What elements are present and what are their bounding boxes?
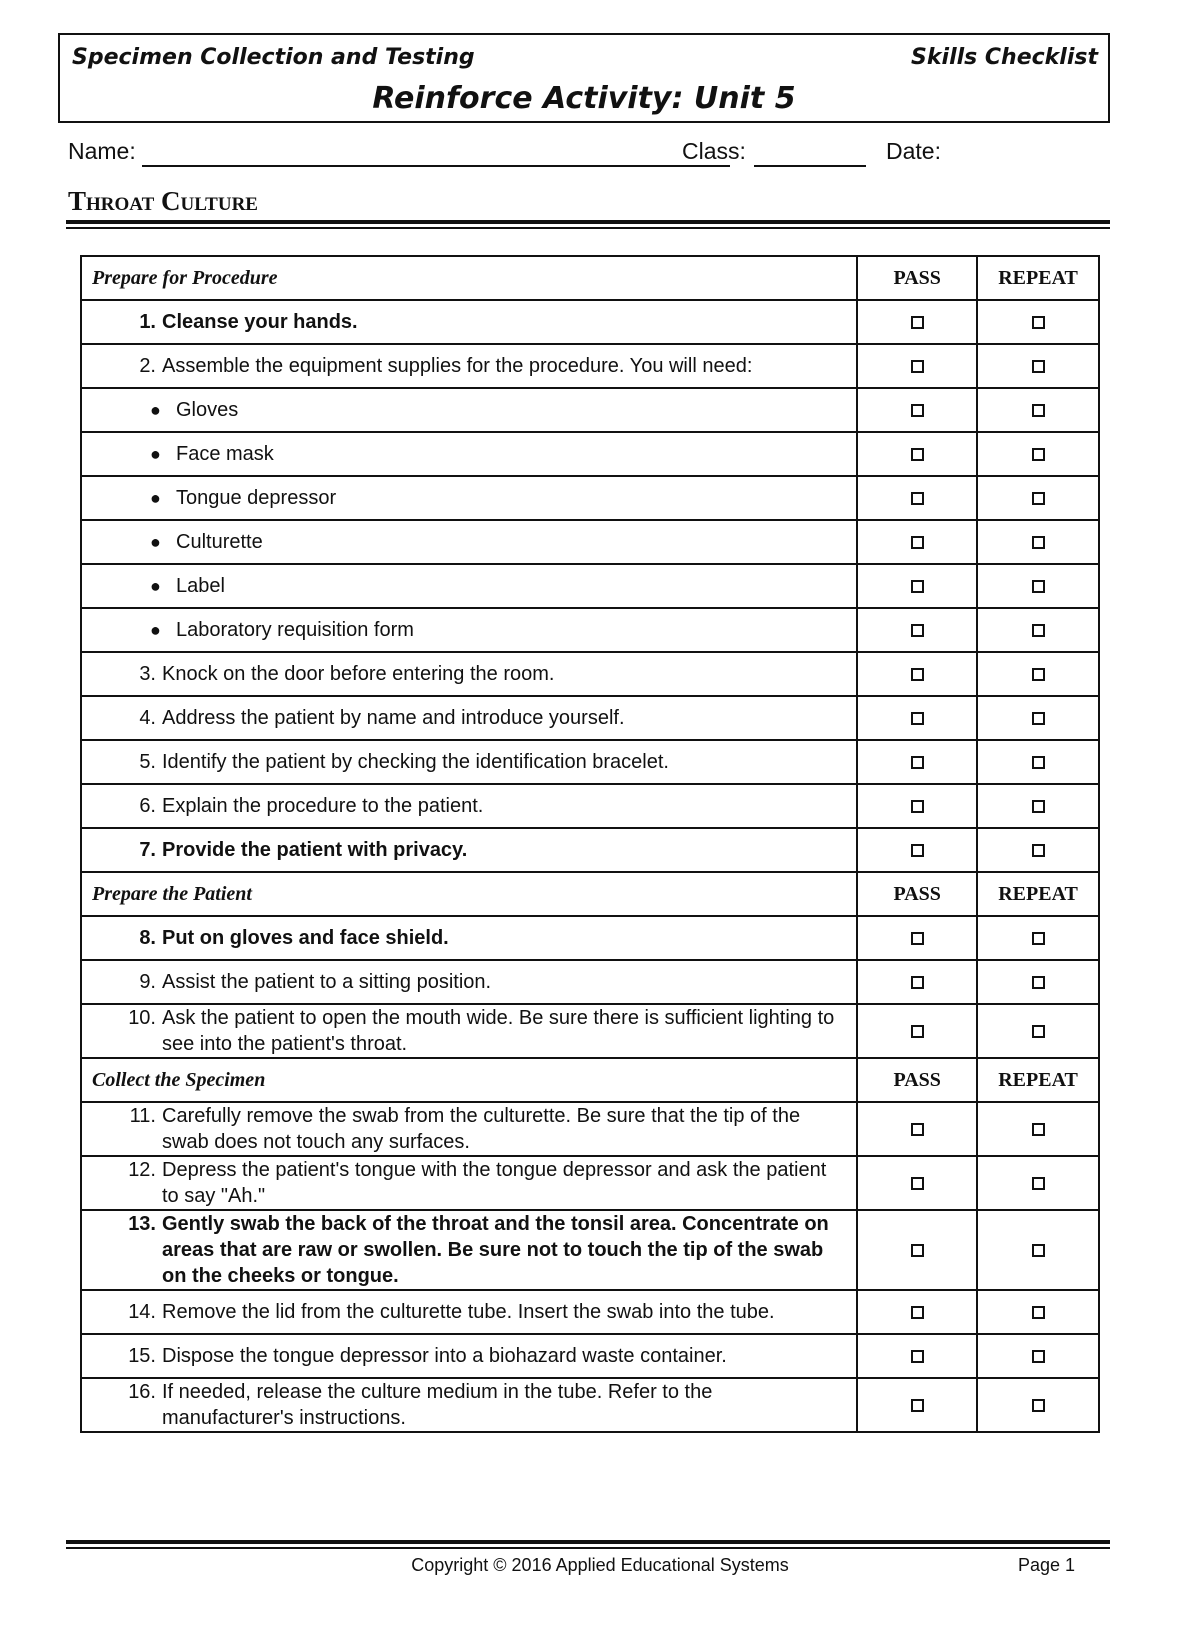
name-label: Name: bbox=[68, 138, 136, 164]
pass-cell bbox=[857, 1004, 977, 1058]
step-item bbox=[81, 784, 857, 828]
pass-column-header: PASS bbox=[857, 872, 977, 916]
repeat-cell bbox=[977, 520, 1099, 564]
pass-cell bbox=[857, 696, 977, 740]
pass-cell bbox=[857, 1156, 977, 1210]
bullet-text: Gloves bbox=[176, 398, 239, 421]
header-right-title: Skills Checklist bbox=[911, 45, 1098, 70]
repeat-column-header: REPEAT bbox=[977, 1058, 1099, 1102]
repeat-checkbox[interactable] bbox=[1032, 404, 1045, 417]
step-item bbox=[81, 1334, 857, 1378]
step-content bbox=[128, 353, 846, 379]
repeat-checkbox[interactable] bbox=[1032, 800, 1045, 813]
repeat-cell bbox=[977, 1004, 1099, 1058]
pass-cell bbox=[857, 608, 977, 652]
repeat-checkbox[interactable] bbox=[1032, 1025, 1045, 1038]
checklist-row bbox=[81, 300, 1099, 344]
step-number: 10. bbox=[128, 1007, 156, 1029]
step-number: 15. bbox=[128, 1345, 156, 1367]
step-text: Provide the patient with privacy. bbox=[162, 839, 468, 861]
pass-cell bbox=[857, 564, 977, 608]
repeat-column-header: REPEAT bbox=[977, 256, 1099, 300]
pass-checkbox[interactable] bbox=[911, 492, 924, 505]
step-item bbox=[81, 1102, 857, 1156]
checklist-row bbox=[81, 1102, 1099, 1156]
repeat-checkbox[interactable] bbox=[1032, 360, 1045, 373]
bullet-text: Tongue depressor bbox=[176, 486, 337, 509]
repeat-checkbox[interactable] bbox=[1032, 580, 1045, 593]
checklist-row bbox=[81, 696, 1099, 740]
step-text: Depress the patient's tongue with the tongue depressor and ask the patient to say "Ah." bbox=[162, 1159, 827, 1207]
bullet-text: Face mask bbox=[176, 442, 274, 465]
checklist-row bbox=[81, 476, 1099, 520]
checklist-row bbox=[81, 784, 1099, 828]
repeat-checkbox[interactable] bbox=[1032, 492, 1045, 505]
pass-checkbox[interactable] bbox=[911, 668, 924, 681]
step-content bbox=[128, 1157, 846, 1209]
repeat-cell bbox=[977, 476, 1099, 520]
bullet-icon: ● bbox=[150, 487, 161, 508]
checklist-row bbox=[81, 1004, 1099, 1058]
step-text: Put on gloves and face shield. bbox=[162, 927, 449, 949]
step-content bbox=[128, 837, 846, 863]
repeat-checkbox[interactable] bbox=[1032, 1350, 1045, 1363]
step-text: Remove the lid from the culturette tube. Insert the swab into the tube. bbox=[162, 1301, 775, 1323]
bullet-icon: ● bbox=[150, 399, 161, 420]
checklist-row bbox=[81, 1210, 1099, 1290]
repeat-cell bbox=[977, 740, 1099, 784]
section-heading: Prepare for Procedure bbox=[81, 256, 857, 300]
repeat-cell bbox=[977, 828, 1099, 872]
repeat-cell bbox=[977, 344, 1099, 388]
pass-checkbox[interactable] bbox=[911, 624, 924, 637]
class-field[interactable] bbox=[754, 165, 866, 167]
section-heading: Collect the Specimen bbox=[81, 1058, 857, 1102]
repeat-cell bbox=[977, 388, 1099, 432]
step-number: 12. bbox=[128, 1159, 156, 1181]
step-number: 5. bbox=[139, 751, 156, 773]
step-item bbox=[81, 652, 857, 696]
step-content bbox=[128, 1343, 846, 1369]
pass-checkbox[interactable] bbox=[911, 316, 924, 329]
checklist-row bbox=[81, 828, 1099, 872]
repeat-checkbox[interactable] bbox=[1032, 756, 1045, 769]
checklist-row bbox=[81, 432, 1099, 476]
repeat-checkbox[interactable] bbox=[1032, 668, 1045, 681]
section-header-row bbox=[81, 256, 1099, 300]
step-text: Ask the patient to open the mouth wide. Be sure there is sufficient lighting to see into the patient's throat. bbox=[162, 1007, 835, 1055]
repeat-cell bbox=[977, 608, 1099, 652]
repeat-checkbox[interactable] bbox=[1032, 1244, 1045, 1257]
pass-cell bbox=[857, 652, 977, 696]
pass-checkbox[interactable] bbox=[911, 1244, 924, 1257]
pass-column-header: PASS bbox=[857, 256, 977, 300]
pass-checkbox[interactable] bbox=[911, 976, 924, 989]
pass-checkbox[interactable] bbox=[911, 800, 924, 813]
step-number: 2. bbox=[139, 355, 156, 377]
repeat-cell bbox=[977, 300, 1099, 344]
bullet-icon: ● bbox=[150, 443, 161, 464]
repeat-cell bbox=[977, 1156, 1099, 1210]
checklist-row bbox=[81, 1156, 1099, 1210]
pass-cell bbox=[857, 1334, 977, 1378]
step-number: 9. bbox=[139, 971, 156, 993]
repeat-checkbox[interactable] bbox=[1032, 976, 1045, 989]
section-heading: Prepare the Patient bbox=[81, 872, 857, 916]
step-number: 4. bbox=[139, 707, 156, 729]
step-number: 13. bbox=[128, 1213, 156, 1235]
repeat-cell bbox=[977, 696, 1099, 740]
pass-checkbox[interactable] bbox=[911, 756, 924, 769]
pass-checkbox[interactable] bbox=[911, 360, 924, 373]
step-text: Explain the procedure to the patient. bbox=[162, 795, 484, 817]
step-item bbox=[81, 1004, 857, 1058]
pass-cell bbox=[857, 1378, 977, 1432]
pass-checkbox[interactable] bbox=[911, 1306, 924, 1319]
class-label: Class: bbox=[682, 138, 746, 164]
repeat-checkbox[interactable] bbox=[1032, 1306, 1045, 1319]
pass-checkbox[interactable] bbox=[911, 404, 924, 417]
repeat-cell bbox=[977, 1210, 1099, 1290]
skills-checklist-table bbox=[80, 255, 1100, 1433]
step-content bbox=[128, 1005, 846, 1057]
step-content bbox=[128, 1379, 846, 1431]
step-item bbox=[81, 916, 857, 960]
repeat-cell bbox=[977, 1334, 1099, 1378]
step-content bbox=[128, 1299, 846, 1325]
repeat-cell bbox=[977, 652, 1099, 696]
step-text: Dispose the tongue depressor into a biohazard waste container. bbox=[162, 1345, 727, 1367]
checklist-row bbox=[81, 608, 1099, 652]
pass-cell bbox=[857, 784, 977, 828]
pass-cell bbox=[857, 740, 977, 784]
bullet-item bbox=[81, 432, 857, 476]
step-content bbox=[128, 661, 846, 687]
pass-cell bbox=[857, 344, 977, 388]
pass-cell bbox=[857, 432, 977, 476]
bullet-item bbox=[81, 520, 857, 564]
pass-checkbox[interactable] bbox=[911, 844, 924, 857]
footer-divider bbox=[66, 1540, 1110, 1549]
repeat-checkbox[interactable] bbox=[1032, 316, 1045, 329]
repeat-checkbox[interactable] bbox=[1032, 844, 1045, 857]
pass-cell bbox=[857, 1290, 977, 1334]
repeat-checkbox[interactable] bbox=[1032, 624, 1045, 637]
step-content bbox=[128, 309, 846, 335]
pass-checkbox[interactable] bbox=[911, 580, 924, 593]
repeat-checkbox[interactable] bbox=[1032, 1399, 1045, 1412]
student-info-row bbox=[68, 138, 1108, 170]
bullet-icon: ● bbox=[150, 619, 161, 640]
bullet-icon: ● bbox=[150, 531, 161, 552]
repeat-checkbox[interactable] bbox=[1032, 1177, 1045, 1190]
pass-checkbox[interactable] bbox=[911, 1123, 924, 1136]
step-text: Cleanse your hands. bbox=[162, 311, 358, 333]
pass-checkbox[interactable] bbox=[911, 1025, 924, 1038]
repeat-cell bbox=[977, 960, 1099, 1004]
bullet-item bbox=[81, 564, 857, 608]
step-number: 8. bbox=[139, 927, 156, 949]
section-header-row bbox=[81, 872, 1099, 916]
step-item bbox=[81, 1290, 857, 1334]
step-item bbox=[81, 1156, 857, 1210]
pass-cell bbox=[857, 1210, 977, 1290]
pass-cell bbox=[857, 960, 977, 1004]
pass-checkbox[interactable] bbox=[911, 712, 924, 725]
step-number: 7. bbox=[139, 839, 156, 861]
pass-checkbox[interactable] bbox=[911, 448, 924, 461]
repeat-column-header: REPEAT bbox=[977, 872, 1099, 916]
bullet-item bbox=[81, 476, 857, 520]
step-content bbox=[128, 705, 846, 731]
checklist-row bbox=[81, 916, 1099, 960]
step-text: If needed, release the culture medium in the tube. Refer to the manufacturer's instructions. bbox=[162, 1381, 713, 1429]
document-header bbox=[58, 33, 1110, 123]
step-item bbox=[81, 696, 857, 740]
repeat-checkbox[interactable] bbox=[1032, 448, 1045, 461]
step-item bbox=[81, 1210, 857, 1290]
repeat-checkbox[interactable] bbox=[1032, 712, 1045, 725]
repeat-cell bbox=[977, 432, 1099, 476]
repeat-cell bbox=[977, 564, 1099, 608]
pass-cell bbox=[857, 388, 977, 432]
repeat-checkbox[interactable] bbox=[1032, 932, 1045, 945]
step-content bbox=[128, 793, 846, 819]
bullet-text: Laboratory requisition form bbox=[176, 618, 414, 641]
step-content bbox=[128, 749, 846, 775]
bullet-icon: ● bbox=[150, 575, 161, 596]
step-number: 16. bbox=[128, 1381, 156, 1403]
pass-checkbox[interactable] bbox=[911, 1399, 924, 1412]
checklist-row bbox=[81, 564, 1099, 608]
step-number: 6. bbox=[139, 795, 156, 817]
repeat-cell bbox=[977, 784, 1099, 828]
repeat-checkbox[interactable] bbox=[1032, 1123, 1045, 1136]
pass-checkbox[interactable] bbox=[911, 536, 924, 549]
section-header-row bbox=[81, 1058, 1099, 1102]
checklist-row bbox=[81, 1290, 1099, 1334]
copyright-text: Copyright © 2016 Applied Educational Systems bbox=[411, 1555, 789, 1575]
section-title: Throat Culture bbox=[68, 186, 258, 216]
bullet-text: Label bbox=[176, 574, 225, 597]
repeat-cell bbox=[977, 1290, 1099, 1334]
step-number: 3. bbox=[139, 663, 156, 685]
step-content bbox=[128, 969, 846, 995]
pass-cell bbox=[857, 476, 977, 520]
checklist-row bbox=[81, 652, 1099, 696]
step-number: 14. bbox=[128, 1301, 156, 1323]
pass-cell bbox=[857, 916, 977, 960]
checklist-row bbox=[81, 740, 1099, 784]
pass-cell bbox=[857, 300, 977, 344]
bullet-item bbox=[81, 388, 857, 432]
step-content bbox=[128, 925, 846, 951]
repeat-cell bbox=[977, 916, 1099, 960]
repeat-checkbox[interactable] bbox=[1032, 536, 1045, 549]
step-item bbox=[81, 300, 857, 344]
pass-checkbox[interactable] bbox=[911, 1350, 924, 1363]
step-text: Gently swab the back of the throat and the tonsil area. Concentrate on areas that are raw or swollen. Be sure not to touch the tip of the swab on the cheeks or tongue. bbox=[162, 1213, 829, 1287]
pass-column-header: PASS bbox=[857, 1058, 977, 1102]
title-divider bbox=[66, 220, 1110, 229]
step-item bbox=[81, 740, 857, 784]
step-text: Carefully remove the swab from the culturette. Be sure that the tip of the swab does not touch any surfaces. bbox=[162, 1105, 801, 1153]
checklist-row bbox=[81, 1378, 1099, 1432]
header-left-title: Specimen Collection and Testing bbox=[72, 45, 475, 70]
step-item bbox=[81, 344, 857, 388]
step-text: Identify the patient by checking the identification bracelet. bbox=[162, 751, 669, 773]
checklist-row bbox=[81, 960, 1099, 1004]
bullet-item bbox=[81, 608, 857, 652]
checklist-row bbox=[81, 1334, 1099, 1378]
step-content bbox=[128, 1211, 846, 1289]
page-number: Page 1 bbox=[1017, 1555, 1075, 1575]
step-text: Assemble the equipment supplies for the procedure. You will need: bbox=[162, 355, 753, 377]
name-field[interactable] bbox=[142, 165, 730, 167]
checklist-row bbox=[81, 344, 1099, 388]
pass-cell bbox=[857, 520, 977, 564]
pass-cell bbox=[857, 1102, 977, 1156]
checklist-row bbox=[81, 520, 1099, 564]
step-item bbox=[81, 828, 857, 872]
step-number: 1. bbox=[139, 311, 156, 333]
step-number: 11. bbox=[129, 1105, 156, 1127]
pass-checkbox[interactable] bbox=[911, 1177, 924, 1190]
bullet-text: Culturette bbox=[176, 530, 263, 553]
pass-cell bbox=[857, 828, 977, 872]
header-center-title: Reinforce Activity: Unit 5 bbox=[372, 81, 796, 116]
step-text: Assist the patient to a sitting position. bbox=[162, 971, 492, 993]
repeat-cell bbox=[977, 1378, 1099, 1432]
step-content bbox=[128, 1103, 846, 1155]
date-label: Date: bbox=[886, 138, 941, 164]
step-text: Address the patient by name and introduce yourself. bbox=[162, 707, 625, 729]
checklist-row bbox=[81, 388, 1099, 432]
step-item bbox=[81, 1378, 857, 1432]
pass-checkbox[interactable] bbox=[911, 932, 924, 945]
step-text: Knock on the door before entering the room. bbox=[162, 663, 555, 685]
step-item bbox=[81, 960, 857, 1004]
repeat-cell bbox=[977, 1102, 1099, 1156]
